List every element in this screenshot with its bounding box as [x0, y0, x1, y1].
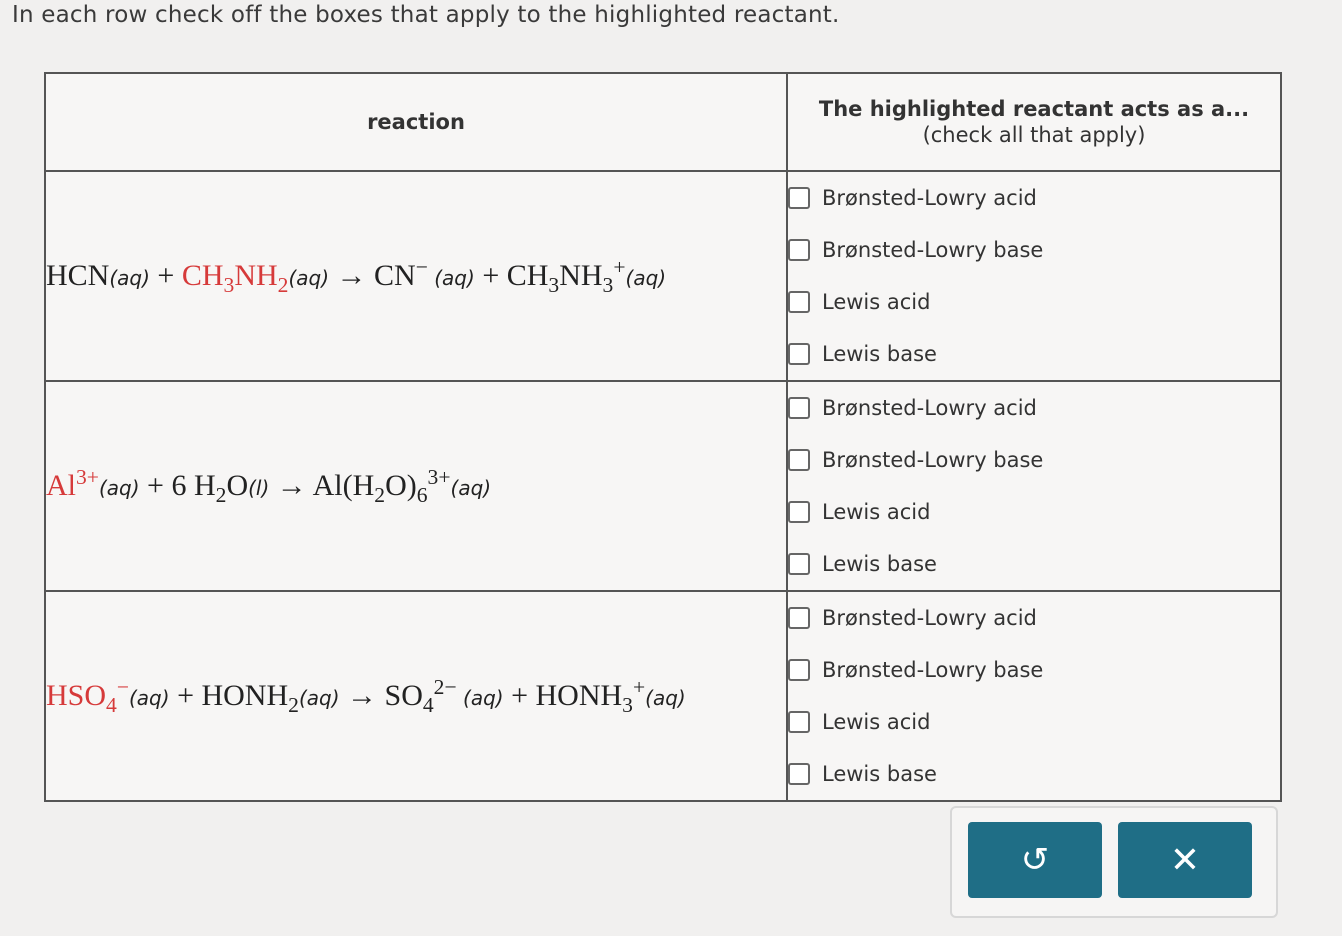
checkbox-option[interactable] — [788, 592, 1280, 644]
checkbox[interactable] — [788, 187, 810, 209]
reaction-row — [45, 591, 1281, 801]
option-label: Lewis base — [822, 552, 937, 576]
checkbox[interactable] — [788, 607, 810, 629]
state: (aq) — [288, 265, 330, 290]
option-label: Lewis acid — [822, 290, 931, 314]
checkbox[interactable] — [788, 449, 810, 471]
subscript: 3 — [602, 272, 614, 297]
checkbox-option[interactable] — [788, 696, 1280, 748]
option-group — [787, 591, 1281, 801]
state: (aq) — [98, 475, 140, 500]
charge: + — [613, 254, 626, 279]
species: CH — [181, 258, 224, 292]
charge: 2− — [433, 674, 457, 699]
highlighted-reactant — [181, 258, 289, 297]
state: (aq) — [129, 685, 170, 710]
charge: − — [116, 674, 129, 699]
charge: + — [632, 674, 646, 699]
state: (aq) — [450, 475, 492, 500]
reaction-row — [45, 171, 1281, 381]
header-row — [45, 73, 1281, 171]
option-label: Brønsted-Lowry base — [822, 238, 1044, 262]
checkbox[interactable] — [788, 239, 810, 261]
checkbox-option[interactable] — [788, 276, 1280, 328]
checkbox-option[interactable] — [788, 434, 1280, 486]
checkbox-option[interactable] — [788, 748, 1280, 800]
option-label: Brønsted-Lowry acid — [822, 396, 1037, 420]
state: (aq) — [298, 685, 340, 710]
subscript: 4 — [106, 692, 117, 717]
state: (aq) — [625, 265, 667, 290]
checkbox[interactable] — [788, 763, 810, 785]
plus: + — [149, 258, 182, 292]
option-label: Lewis base — [822, 762, 937, 786]
checkbox-option[interactable] — [788, 538, 1280, 590]
option-label: Brønsted-Lowry acid — [822, 186, 1037, 210]
checkbox[interactable] — [788, 711, 810, 733]
charge: 3+ — [427, 464, 451, 489]
checkbox[interactable] — [788, 397, 810, 419]
checkbox-option[interactable] — [788, 224, 1280, 276]
checkbox[interactable] — [788, 553, 810, 575]
reaction-equation — [45, 171, 787, 381]
species: HSO — [46, 678, 107, 712]
role-header-title: The highlighted reactant acts as a... — [818, 97, 1250, 121]
checkbox-option[interactable] — [788, 486, 1280, 538]
species: HCN — [46, 258, 110, 292]
checkbox[interactable] — [788, 501, 810, 523]
action-panel — [950, 806, 1278, 918]
checkbox-option[interactable] — [788, 328, 1280, 380]
species: + HONH — [503, 678, 623, 712]
option-group — [787, 171, 1281, 381]
reaction-equation — [45, 381, 787, 591]
subscript: 4 — [422, 692, 434, 717]
species: + 6 H — [139, 468, 216, 502]
option-label: Brønsted-Lowry base — [822, 658, 1044, 682]
species: → Al(H — [269, 468, 375, 502]
species: Al — [46, 468, 76, 502]
checkbox-option[interactable] — [788, 644, 1280, 696]
highlighted-reactant — [46, 674, 129, 717]
checkbox-option[interactable] — [788, 172, 1280, 224]
undo-icon: ↺ — [1020, 840, 1050, 880]
state: (l) — [248, 475, 270, 500]
reset-button[interactable] — [968, 822, 1102, 898]
instructions: In each row check off the boxes that apply to the highlighted reactant. — [12, 2, 840, 28]
species: O — [226, 468, 249, 502]
option-label: Lewis acid — [822, 500, 931, 524]
species: → CN — [329, 258, 416, 292]
species: → SO — [339, 678, 423, 712]
highlighted-reactant — [46, 464, 99, 502]
subscript: 2 — [277, 272, 289, 297]
subscript: 3 — [622, 692, 633, 717]
role-header-subtitle: (check all that apply) — [922, 123, 1146, 147]
species: NH — [559, 258, 603, 292]
question-table — [44, 72, 1282, 802]
reaction-header: reaction — [45, 73, 787, 171]
option-label: Lewis base — [822, 342, 937, 366]
state: (aq) — [645, 685, 686, 710]
option-group — [787, 381, 1281, 591]
charge: 3+ — [76, 464, 99, 489]
subscript: 3 — [223, 272, 235, 297]
state: (aq) — [427, 265, 475, 290]
species: + CH — [474, 258, 549, 292]
checkbox[interactable] — [788, 659, 810, 681]
subscript: 6 — [416, 482, 428, 507]
option-label: Brønsted-Lowry base — [822, 448, 1044, 472]
state: (aq) — [456, 685, 504, 710]
state: (aq) — [109, 265, 150, 290]
checkbox-option[interactable] — [788, 382, 1280, 434]
charge: − — [415, 254, 428, 279]
close-icon: ✕ — [1169, 839, 1201, 881]
checkbox[interactable] — [788, 343, 810, 365]
role-header — [787, 73, 1281, 171]
clear-button[interactable] — [1118, 822, 1252, 898]
reaction-row — [45, 381, 1281, 591]
subscript: 2 — [215, 482, 227, 507]
species: O) — [385, 468, 417, 502]
subscript: 2 — [288, 692, 299, 717]
option-label: Lewis acid — [822, 710, 931, 734]
species: NH — [234, 258, 278, 292]
subscript: 3 — [548, 272, 560, 297]
subscript: 2 — [374, 482, 386, 507]
species: + HONH — [169, 678, 289, 712]
option-label: Brønsted-Lowry acid — [822, 606, 1037, 630]
reaction-equation — [45, 591, 787, 801]
checkbox[interactable] — [788, 291, 810, 313]
